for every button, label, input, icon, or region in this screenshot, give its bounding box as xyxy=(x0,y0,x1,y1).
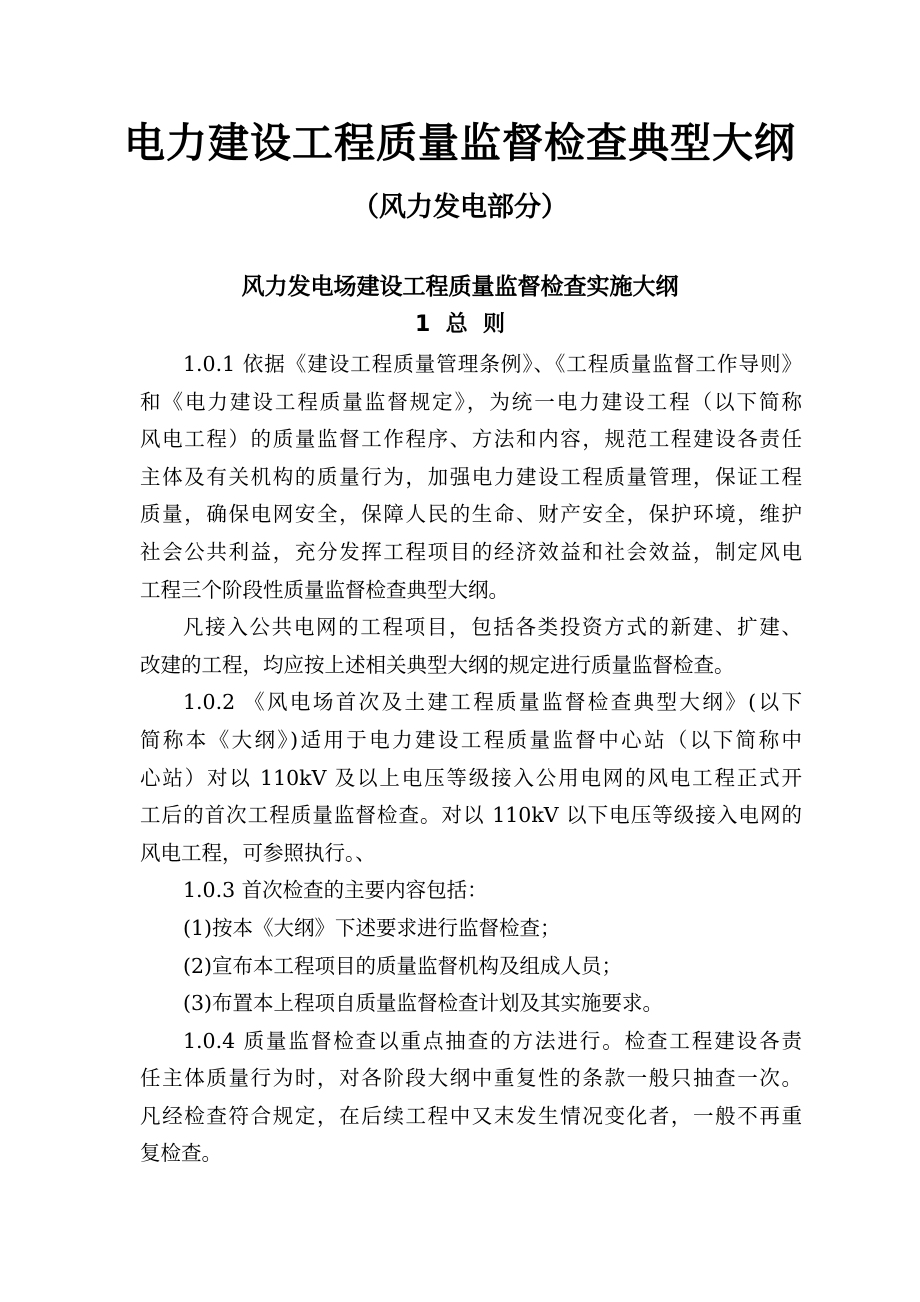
paragraph-line: 复检查。 xyxy=(140,1141,222,1166)
section-heading: 风力发电场建设工程质量监督检查实施大纲 xyxy=(241,274,679,300)
paragraph-line: 质量，确保电网安全，保障人民的生命、财产安全，保护环境，维护 xyxy=(140,502,802,527)
paragraph-line: 凡经检查符合规定，在后续工程中又末发生情况变化者，一般不再重 xyxy=(140,1103,802,1128)
list-item: (1)按本《大纲》下述要求进行监督检查； xyxy=(183,915,561,940)
paragraph-line: 和《电力建设工程质量监督规定》，为统一电力建设工程（以下简称 xyxy=(140,389,802,414)
paragraph-line: 简称本《大纲》)适用于电力建设工程质量监督中心站（以下简称中 xyxy=(140,727,802,752)
document-title: 电力建设工程质量监督检查典型大纲 xyxy=(124,119,796,167)
paragraph-line: 改建的工程，均应按上述相关典型大纲的规定进行质量监督检查。 xyxy=(140,652,735,677)
paragraph-line: 风电工程）的质量监督工作程序、方法和内容，规范工程建设各责任 xyxy=(140,427,802,452)
paragraph-line: 1.0.2 《风电场首次及土建工程质量监督检查典型大纲》(以下 xyxy=(183,690,802,715)
paragraph-line: 心站）对以 110kV 及以上电压等级接入公用电网的风电工程正式开 xyxy=(140,765,802,790)
paragraph-line: 凡接入公共电网的工程项目，包括各类投资方式的新建、扩建、 xyxy=(183,615,802,640)
list-item: (3)布置本上程项自质量监督检查计划及其实施要求。 xyxy=(183,991,664,1016)
document-body xyxy=(140,346,802,1173)
paragraph-line: 主体及有关机构的质量行为，加强电力建设工程质量管理，保证工程 xyxy=(140,464,802,489)
paragraph-line: 风电工程，可参照执行。、 xyxy=(140,840,376,865)
paragraph-line: 任主体质量行为时，对各阶段大纲中重复性的条款一般只抽查一次。 xyxy=(140,1066,802,1091)
paragraph-line: 工程三个阶段性质量监督检查典型大纲。 xyxy=(140,577,509,602)
paragraph-line: 1.0.4 质量监督检查以重点抽查的方法进行。检查工程建设各责 xyxy=(183,1028,802,1053)
paragraph-line: 社会公共利益，充分发挥工程项目的经济效益和社会效益，制定风电 xyxy=(140,539,802,564)
paragraph-line: 1.0.1 依据《建设工程质量管理条例》、《工程质量监督工作导则》 xyxy=(183,352,802,376)
list-item: (2)宣布本工程项目的质量监督机构及组成人员； xyxy=(183,953,623,978)
paragraph-line: 1.0.3 首次检查的主要内容包括： xyxy=(183,878,488,903)
paragraph-line: 工后的首次工程质量监督检查。对以 110kV 以下电压等级接入电网的 xyxy=(140,803,802,828)
document-subtitle: （风力发电部分） xyxy=(352,192,568,223)
chapter-heading: 1 总 则 xyxy=(415,312,505,337)
